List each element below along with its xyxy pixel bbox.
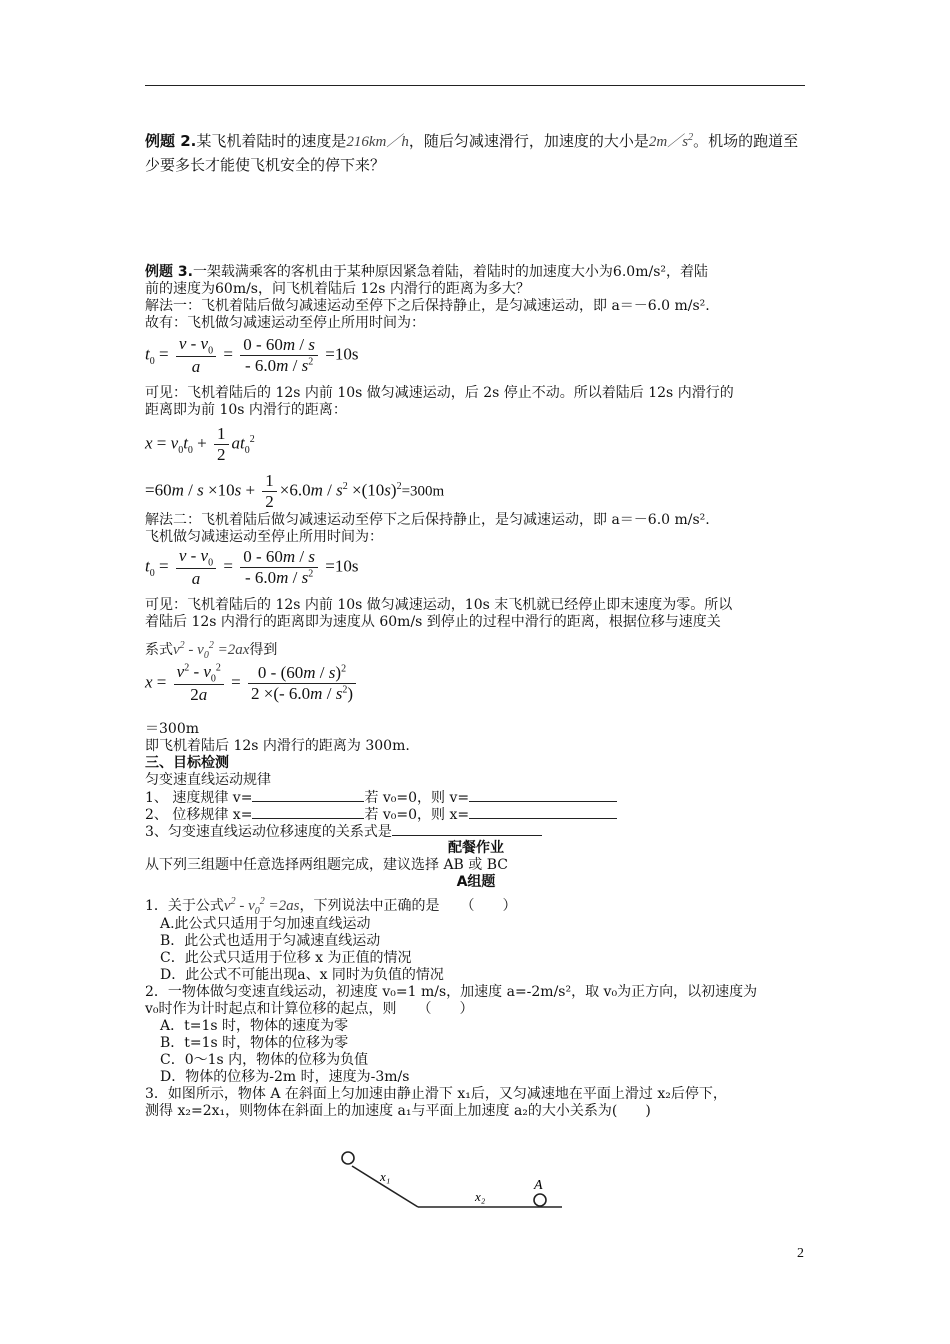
example-2-label: 例题 2. — [145, 132, 197, 150]
check-item-1: 1、 速度规律 v= 若 v₀=0，则 v= — [145, 789, 807, 807]
equation-x-substituted: =60m / s ×10s + $\frac{1}{2}$ $\times 6.0m / s^2 \times(10s)^2=300m$ — [145, 471, 445, 511]
method1-line4: 距离即为前 10s 内滑行的距离： — [145, 402, 347, 418]
question-2-option-d: D．物体的位移为-2m 时，速度为-3m/s — [160, 1069, 410, 1085]
equation-t0-method1: $t_0$ = $\frac{v - v_0}{a}$ = $\frac{0 - 60m / s}{- 6.0m / s^2}$ =10s — [145, 334, 359, 377]
question-2-option-c: C．0～1s 内，物体的位移为负值 — [160, 1052, 369, 1068]
conclusion: 即飞机着陆后 12s 内滑行的距离为 300m. — [145, 738, 410, 754]
homework-heading: 配餐作业 — [448, 840, 504, 856]
question-3-line2: 测得 x₂=2x₁，则物体在斜面上的加速度 a₁与平面上加速度 a₂的大小关系为( ) — [145, 1103, 651, 1119]
ball-top — [342, 1152, 354, 1164]
equation-x-method2: x = $\frac{v^2 - v_0^2}{2a}$ = $\frac{0 - (60m / s)^2}{2 \times(- 6.0m / s^2)}$ — [145, 662, 359, 705]
final-value: ＝300m — [145, 721, 199, 737]
method2-line3: 可见：飞机着陆后的 12s 内前 10s 做匀减速运动，10s 末飞机就已经停止即末速度为零。所以 — [145, 597, 733, 613]
method2-line2: 飞机做匀减速运动至停止所用时间为： — [145, 529, 383, 545]
question-1-option-b: B．此公式也适用于匀减速直线运动 — [160, 933, 381, 949]
example-2-text2: ，随后匀减速滑行，加速度的大小是 — [408, 132, 649, 150]
equation-x-method1: $x = v_0t_0$ + $\frac{1}{2}$ $at_0^2$ — [145, 424, 255, 464]
equation-t0-method2: $t_0$ = $\frac{v - v_0}{a}$ = $\frac{0 - 60m / s}{- 6.0m / s^2}$ =10s — [145, 546, 359, 589]
method2-line1: 解法二：飞机着陆后做匀减速运动至停下之后保持静止，是匀减速运动，即 a＝－6.0 m/s². — [145, 512, 710, 528]
example-3-line2: 前的速度为60m/s，问飞机着陆后 12s 内滑行的距离为多大？ — [145, 281, 530, 297]
label-x1: x₁ — [380, 1169, 391, 1184]
question-2-option-a: A．t=1s 时，物体的速度为零 — [160, 1018, 349, 1034]
incline-figure — [330, 1145, 570, 1220]
ball-a — [534, 1194, 546, 1206]
question-1-stem: 1．关于公式$v^2 - v_0^2 =2as$，下列说法中正确的是 （ ） — [145, 896, 517, 917]
example-2-text3: 。机场的跑道至少要多长才能使飞机安全的停下来？ — [145, 132, 799, 174]
method1-line2: 故有：飞机做匀减速运动至停止所用时间为： — [145, 315, 425, 331]
section-3-heading: 三、目标检测 — [145, 755, 229, 771]
check-item-2: 2、 位移规律 x= 若 v₀=0，则 x= — [145, 806, 807, 824]
question-1-option-d: D．此公式不可能出现a、x 同时为负值的情况 — [160, 967, 444, 983]
label-a: A — [534, 1178, 543, 1193]
label-x2: x₂ — [475, 1189, 486, 1204]
method1-line3: 可见：飞机着陆后的 12s 内前 10s 做匀减速运动，后 2s 停止不动。所以着陆后 12s 内滑行的 — [145, 385, 734, 401]
question-2-line2: v₀时作为计时起点和计算位移的起点，则 （ ） — [145, 1001, 474, 1017]
page-number: 2 — [797, 1246, 804, 1261]
method2-line5: 系式$v^2 - v_0^2 =2ax$得到 — [145, 640, 278, 661]
section-3-subtitle: 匀变速直线运动规律 — [145, 772, 271, 788]
method2-line4: 着陆后 12s 内滑行的距离即为速度从 60m/s 到停止的过程中滑行的距离，根据位移与速度关 — [145, 614, 721, 630]
question-2-option-b: B．t=1s 时，物体的位移为零 — [160, 1035, 349, 1051]
question-1-option-a: A.此公式只适用于匀加速直线运动 — [160, 916, 371, 932]
example-2-accel: 2m／s — [648, 134, 689, 150]
homework-intro: 从下列三组题中任意选择两组题完成，建议选择 AB 或 BC — [145, 857, 509, 873]
example-3-label: 例题 3. — [145, 264, 193, 280]
header-rule — [145, 85, 805, 86]
example-3-line1: 例题 3.一架载满乘客的客机由于某种原因紧急着陆，着陆时的加速度大小为6.0m/s²，着陆 — [145, 264, 708, 280]
group-a-heading: A组题 — [456, 874, 496, 890]
method1-line1: 解法一：飞机着陆后做匀减速运动至停下之后保持静止，是匀减速运动，即 a＝－6.0 m/s². — [145, 298, 710, 314]
example-2: 例题 2.某飞机着陆时的速度是216km／h，随后匀减速滑行，加速度的大小是$2m/s^2$。机场的跑道至少要多长才能使飞机安全的停下来？ — [145, 132, 799, 174]
question-3-line1: 3．如图所示，物体 A 在斜面上匀加速由静止滑下 x₁后，又匀减速地在平面上滑过 x₂后停下， — [145, 1086, 727, 1102]
check-item-3: 3、匀变速直线运动位移速度的关系式是 — [145, 823, 807, 841]
example-2-speed: 216km／h — [346, 134, 409, 150]
example-2-text1: 某飞机着陆时的速度是 — [196, 132, 347, 150]
question-2-line1: 2．一物体做匀变速直线运动，初速度 v₀=1 m/s，加速度 a=-2m/s²，取 v₀为正方向，以初速度为 — [145, 984, 758, 1000]
question-1-option-c: C．此公式只适用于位移 x 为正值的情况 — [160, 950, 412, 966]
